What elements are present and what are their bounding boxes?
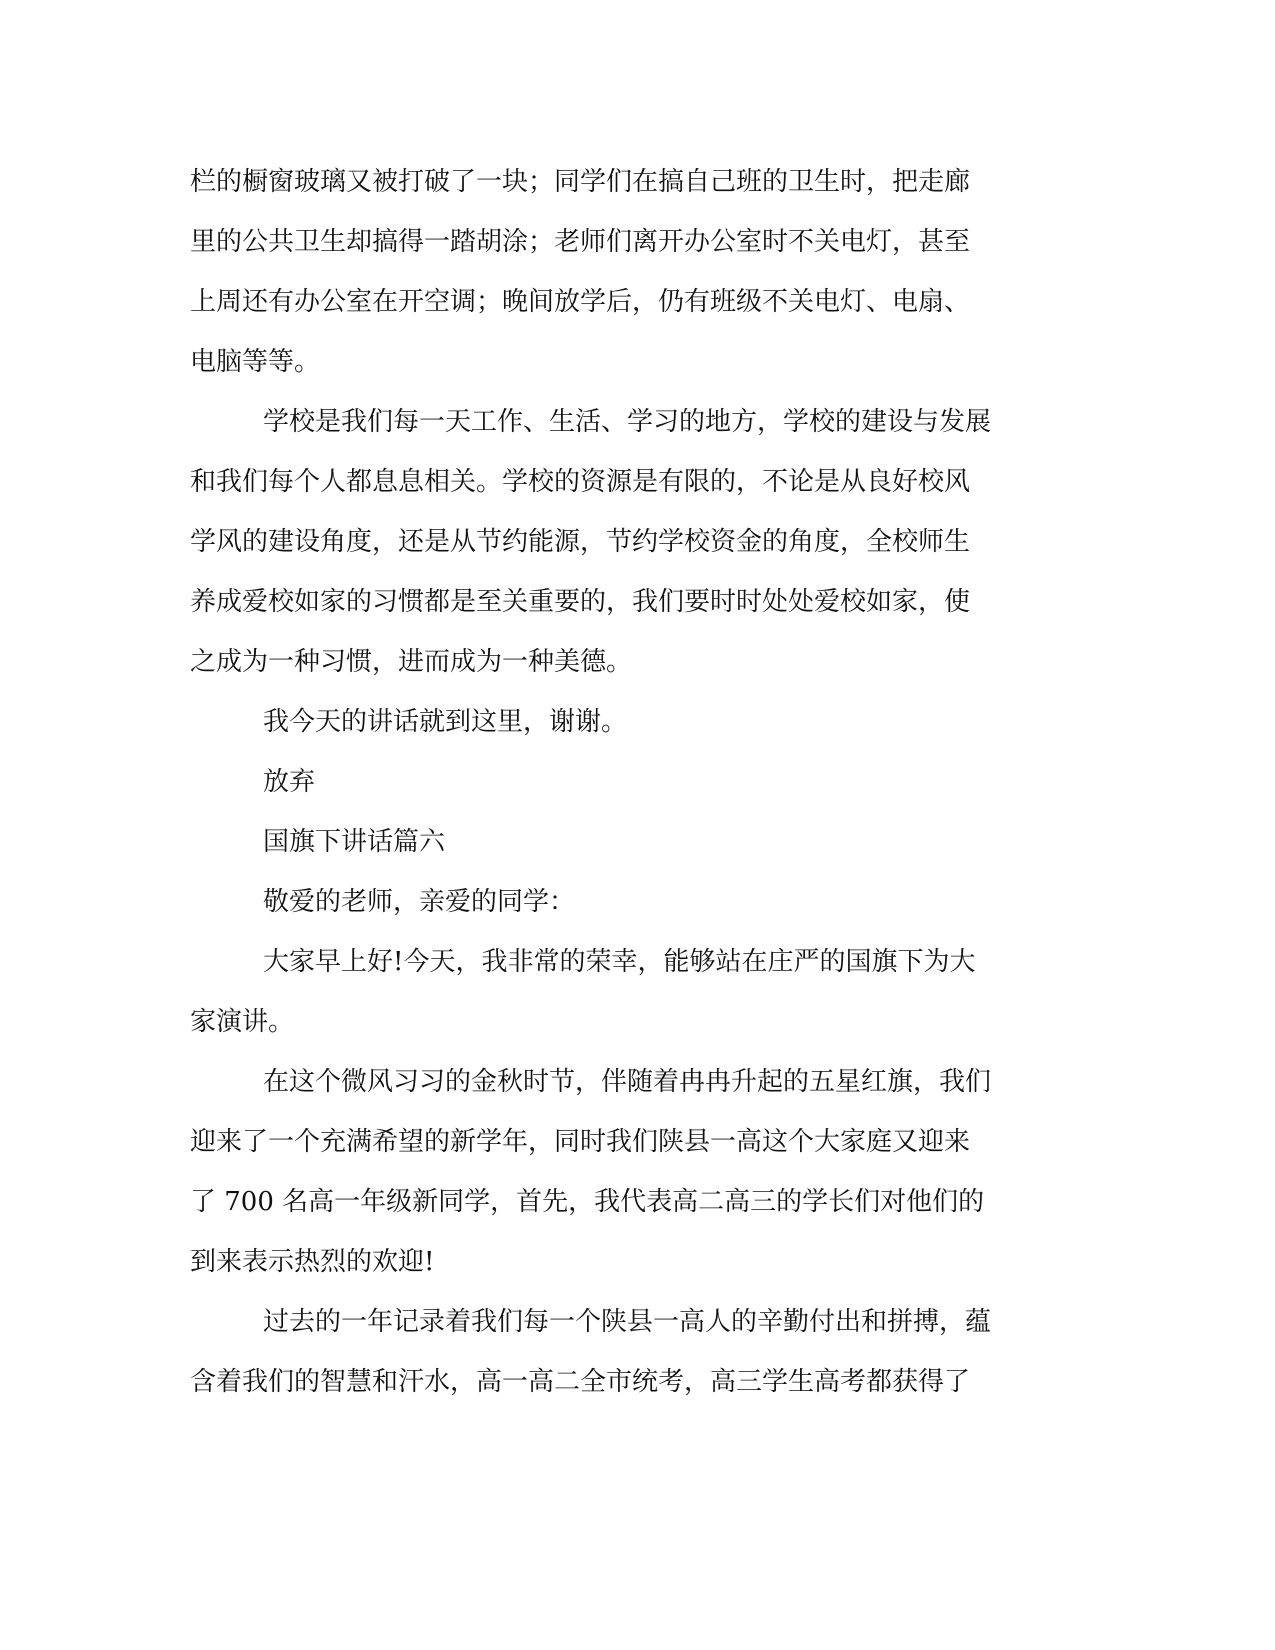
text-line: 过去的一年记录着我们每一个陕县一高人的辛勤付出和拼搏，蕴 [263, 1307, 992, 1337]
text-line: 我今天的讲话就到这里，谢谢。 [263, 707, 628, 737]
text-line: 和我们每个人都息息相关。学校的资源是有限的，不论是从良好校风 [190, 467, 971, 497]
text-line: 家演讲。 [190, 1007, 295, 1037]
text-line: 之成为一种习惯，进而成为一种美德。 [190, 647, 633, 677]
text-line: 放弃 [263, 767, 316, 797]
text-line: 在这个微风习习的金秋时节，伴随着冉冉升起的五星红旗，我们 [263, 1067, 992, 1097]
text-line: 上周还有办公室在开空调；晚间放学后，仍有班级不关电灯、电扇、 [190, 287, 971, 317]
text-line: 里的公共卫生却搞得一踏胡涂；老师们离开办公室时不关电灯，甚至 [190, 227, 971, 257]
text-line: 学风的建设角度，还是从节约能源，节约学校资金的角度，全校师生 [190, 527, 971, 557]
text-line: 学校是我们每一天工作、生活、学习的地方，学校的建设与发展 [263, 407, 992, 437]
text-line: 养成爱校如家的习惯都是至关重要的，我们要时时处处爱校如家，使 [190, 587, 971, 617]
text-line: 含着我们的智慧和汗水，高一高二全市统考，高三学生高考都获得了 [190, 1367, 971, 1397]
text-line: 电脑等等。 [190, 347, 321, 377]
salutation: 敬爱的老师，亲爱的同学： [263, 887, 576, 917]
section-title: 国旗下讲话篇六 [263, 827, 446, 857]
text-line: 大家早上好!今天，我非常的荣幸，能够站在庄严的国旗下为大 [263, 947, 976, 977]
text-line: 栏的橱窗玻璃又被打破了一块；同学们在搞自己班的卫生时，把走廊 [190, 167, 971, 197]
text-line: 到来表示热烈的欢迎! [190, 1247, 435, 1277]
text-line: 迎来了一个充满希望的新学年，同时我们陕县一高这个大家庭又迎来 [190, 1127, 971, 1157]
text-line: 了 700 名高一年级新同学，首先，我代表高二高三的学长们对他们的 [190, 1187, 985, 1217]
